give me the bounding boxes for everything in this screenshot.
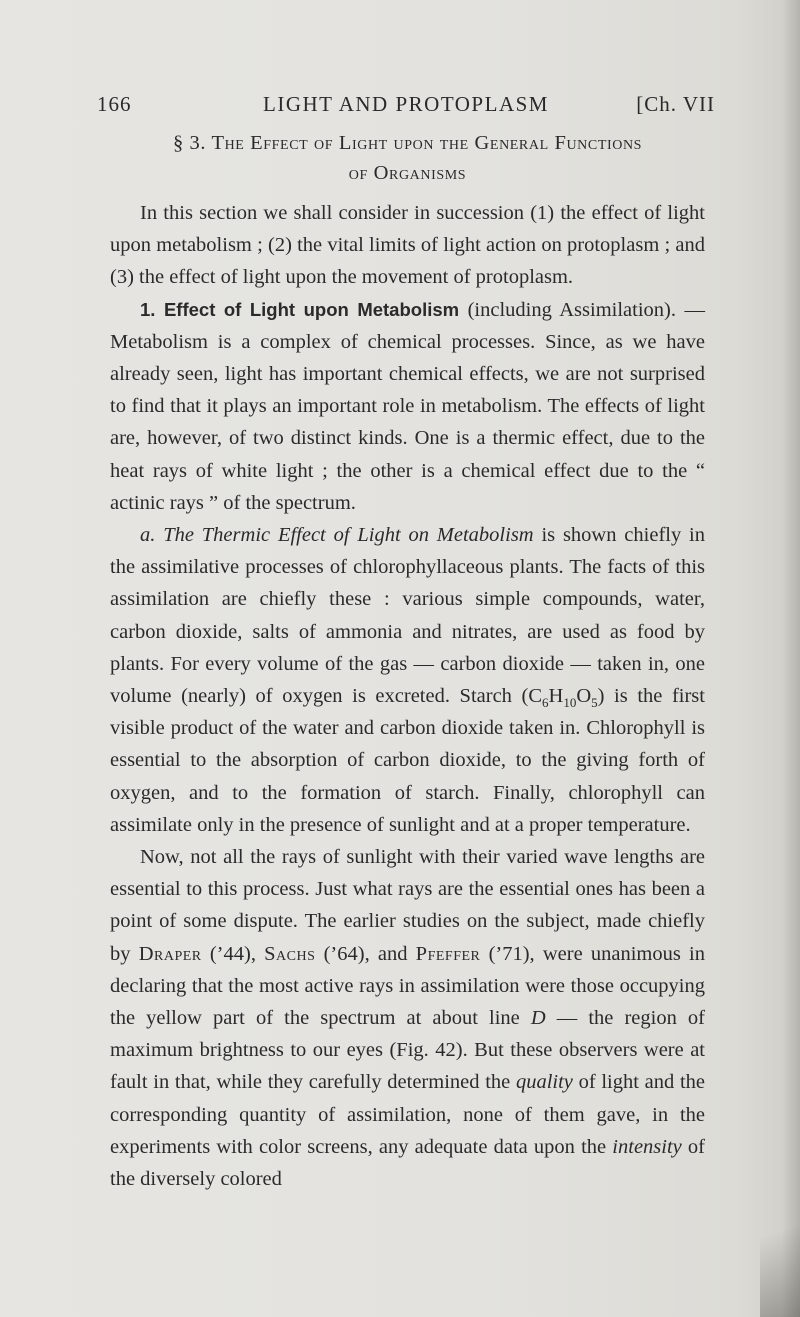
thermic-effect-label: a. The Thermic Effect of Light on Metabolism xyxy=(140,524,534,547)
section-heading-line-1: § 3. The Effect of Light upon the General Functions xyxy=(172,132,643,154)
page-number: 166 xyxy=(97,92,132,116)
word-intensity: intensity xyxy=(612,1135,682,1158)
author-sachs: Sachs xyxy=(264,942,316,965)
paragraph-metabolism-text: (including Assimilation). — Metabolism is a complex of chemical processes. Since, as we have already seen, light has important chemical effects, we are not surprised to find that it plays an important role in metabolism. The effects of light are, however, of two distinct kinds. One is a thermic effect, due to the heat rays of white light ; the other is a chemical effect due to the “ actinic rays ” of the spectrum. xyxy=(110,298,705,514)
paragraph-metabolism xyxy=(110,294,705,519)
paragraph-intro: In this section we shall consider in succession (1) the effect of light upon metabolism ; (2) the vital limits of light action on protoplasm ; and (3) the effect of light upon the movement of protoplasm. xyxy=(110,202,705,289)
page-edge-shadow xyxy=(782,0,800,1317)
page-content xyxy=(110,128,705,1195)
subsection-title: 1. Effect of Light upon Metabolism xyxy=(140,298,460,320)
chapter-label: [Ch. VII xyxy=(636,92,715,116)
author-draper: Draper xyxy=(138,942,202,965)
section-heading-line-2: of Organisms xyxy=(348,162,467,184)
running-title: LIGHT AND PROTOPLASM xyxy=(263,92,549,116)
section-heading xyxy=(110,128,705,188)
page-corner-shade xyxy=(760,1197,800,1317)
paragraph-spectrum-rays: Now, not all the rays of sunlight with their varied wave lengths are essential to this process. Just what rays are the essential ones has been a point of some dispute. The earlier studies on the subject, made chiefly by Draper (’44), Sachs (’64), and Pfeffer (’71), were unanimous in declaring that the most active rays in assimilation were those occupying the yellow part of the spectrum at about line D — the region of maximum brightness to our eyes (Fig. 42). But these observers were at fault in that, while they carefully determined the quality of light and the corresponding quantity of assimilation, none of them gave, in the experiments with color screens, any adequate data upon the intensity of the diversely colored xyxy=(110,846,706,1191)
running-header xyxy=(97,92,715,122)
word-quality: quality xyxy=(515,1071,573,1094)
paragraph-thermic-effect: a. The Thermic Effect of Light on Metabolism is shown chiefly in the assimilative processes of chlorophyllaceous plants. The facts of this assimilation are chiefly these : various simple compounds, water, carbon dioxide, salts of ammonia and nitrates, are used as food by plants. For every volume of the gas — carbon dioxide — taken in, one volume (nearly) of oxygen is excreted. Starch $(C_6H_{10}O_5)$ is the first visible product of the water and carbon dioxide taken in. Chlorophyll is essential to the absorption of carbon dioxide, to the giving forth of oxygen, and to the formation of starch. Finally, chlorophyll can assimilate only in the presence of sunlight and at a proper temperature. xyxy=(110,524,705,836)
author-pfeffer: Pfeffer xyxy=(415,942,481,965)
line-d: D xyxy=(530,1007,546,1030)
